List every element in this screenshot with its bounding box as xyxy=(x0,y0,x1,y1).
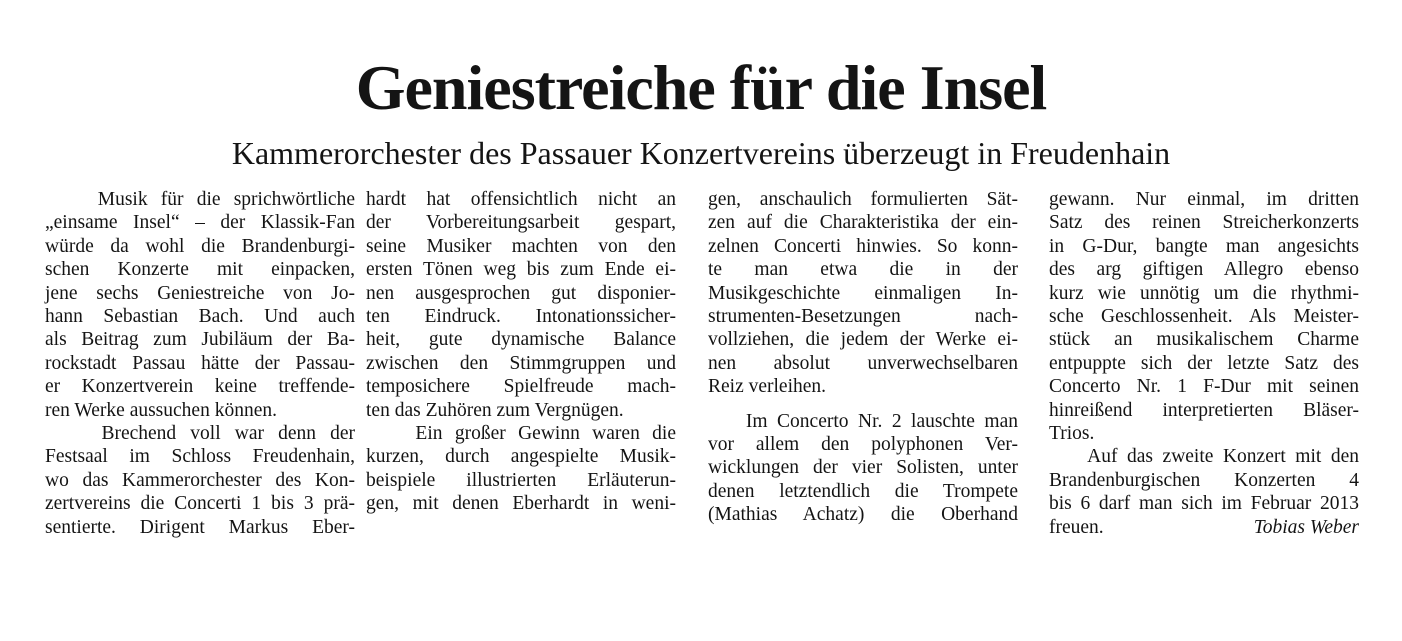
subheadline: Kammerorchester des Passauer Konzertvereins überzeugt in Freudenhain xyxy=(231,135,1171,171)
text-line: denen letztendlich die Trompete xyxy=(708,480,1018,502)
text-line: ten das Zuhören zum Vergnügen. xyxy=(366,399,624,421)
text-line: als Beitrag zum Jubiläum der Ba- xyxy=(45,329,355,351)
text-line: Ein großer Gewinn waren die xyxy=(366,423,676,445)
text-line: Brechend voll war denn der xyxy=(45,423,355,445)
text-line: Concerto Nr. 1 F-Dur mit seinen xyxy=(1049,376,1359,398)
text-line: gen, mit denen Eberhardt in weni- xyxy=(366,493,676,515)
text-line: hinreißend interpretierten Bläser- xyxy=(1049,399,1359,421)
text-line: ren Werke aussuchen können. xyxy=(45,399,277,421)
text-line: sentierte. Dirigent Markus Eber- xyxy=(45,516,355,538)
text-line: Trios. xyxy=(1049,423,1095,445)
text-line: kurzen, durch angespielte Musik- xyxy=(366,446,676,468)
text-line: jene sechs Geniestreiche von Jo- xyxy=(45,282,355,304)
article-column-4 xyxy=(1049,188,1359,539)
text-line: würde da wohl die Brandenburgi- xyxy=(45,235,355,257)
text-line: stück an musikalischem Charme xyxy=(1049,329,1359,351)
headline: Geniestreiche für die Insel xyxy=(355,52,1047,123)
text-line: strumenten-Besetzungen nach- xyxy=(708,306,1018,328)
text-line: rockstadt Passau hätte der Passau- xyxy=(45,352,355,374)
text-line: gen, anschaulich formulierten Sät- xyxy=(708,189,1018,210)
text-line: er Konzertverein keine treffende- xyxy=(45,376,355,398)
text-line: vor allem den polyphonen Ver- xyxy=(708,434,1018,456)
paragraph xyxy=(708,410,1018,527)
text-line: freuen. xyxy=(1049,516,1104,538)
text-line: Musikgeschichte einmaligen In- xyxy=(708,282,1018,304)
text-line: zen auf die Charakteristika der ein- xyxy=(708,212,1018,234)
text-line: ersten Tönen weg bis zum Ende ei- xyxy=(366,259,676,281)
text-line: nen ausgesprochen gut disponier- xyxy=(366,282,676,304)
paragraph xyxy=(45,188,355,422)
text-line: gewann. Nur einmal, im dritten xyxy=(1049,189,1359,210)
paragraph xyxy=(708,188,1018,399)
text-line: zertvereins die Concerti 1 bis 3 prä- xyxy=(45,493,355,515)
text-line: Musik für die sprichwörtliche xyxy=(45,189,355,210)
paragraph xyxy=(366,422,676,516)
text-line: hann Sebastian Bach. Und auch xyxy=(45,306,355,328)
text-line: kurz wie unnötig um die rhythmi- xyxy=(1049,282,1359,304)
text-line: der Vorbereitungsarbeit gespart, xyxy=(366,212,676,234)
text-line: sche Geschlossenheit. Als Meister- xyxy=(1049,306,1359,328)
paragraph xyxy=(366,188,676,422)
text-line: vollziehen, die jedem der Werke ei- xyxy=(708,329,1018,351)
text-line: beispiele illustrierten Erläuterun- xyxy=(366,469,676,491)
text-line: ten Eindruck. Intonationssicher- xyxy=(366,306,676,328)
text-line: zwischen den Stimmgruppen und xyxy=(366,352,676,374)
text-line: schen Konzerte mit einpacken, xyxy=(45,259,355,281)
text-line: Im Concerto Nr. 2 lauschte man xyxy=(708,410,1018,432)
text-line: temposichere Spielfreude mach- xyxy=(366,376,676,398)
text-line: seine Musiker machten von den xyxy=(366,235,676,257)
text-line: „einsame Insel“ – der Klassik-Fan xyxy=(45,212,355,234)
text-line: bis 6 darf man sich im Februar 2013 xyxy=(1049,493,1359,515)
text-line: wicklungen der vier Solisten, unter xyxy=(708,457,1018,479)
article-column-3 xyxy=(708,188,1018,527)
text-line: nen absolut unverwechselbaren xyxy=(708,352,1018,374)
author-byline: Tobias Weber xyxy=(1253,516,1359,538)
text-line: Festsaal im Schloss Freudenhain, xyxy=(45,446,355,468)
text-line: Satz des reinen Streicherkonzerts xyxy=(1049,212,1359,234)
text-line: in G-Dur, bangte man angesichts xyxy=(1049,235,1359,257)
text-line: Auf das zweite Konzert mit den xyxy=(1049,446,1359,468)
text-line: te man etwa die in der xyxy=(708,259,1018,281)
text-line: entpuppte sich der letzte Satz des xyxy=(1049,352,1359,374)
text-line: heit, gute dynamische Balance xyxy=(366,329,676,351)
text-line: wo das Kammerorchester des Kon- xyxy=(45,469,355,491)
paragraph xyxy=(1049,445,1359,539)
text-line: (Mathias Achatz) die Oberhand xyxy=(708,504,1018,526)
text-line: des arg giftigen Allegro ebenso xyxy=(1049,259,1359,281)
paragraph xyxy=(1049,188,1359,445)
article-column-1 xyxy=(45,188,355,539)
paragraph xyxy=(45,422,355,539)
text-line: Brandenburgischen Konzerten 4 xyxy=(1049,469,1359,491)
article-column-2 xyxy=(366,188,676,516)
text-line: Reiz verleihen. xyxy=(708,376,827,398)
last-text-line xyxy=(1049,516,1359,539)
text-line: hardt hat offensichtlich nicht an xyxy=(366,189,676,210)
text-line: zelnen Concerti hinwies. So konn- xyxy=(708,235,1018,257)
